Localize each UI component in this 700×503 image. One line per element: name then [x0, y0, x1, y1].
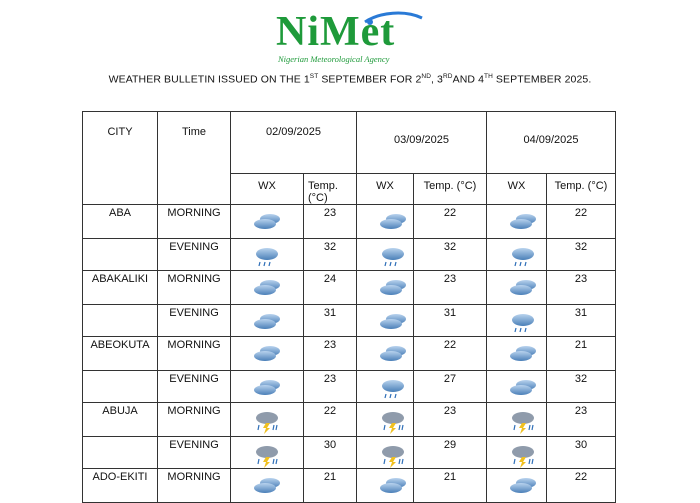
temp-cell: 32	[304, 239, 357, 271]
temp-cell: 23	[547, 403, 616, 437]
wx-cell	[231, 305, 304, 337]
temp-cell: 30	[304, 437, 357, 469]
wx-cell	[487, 239, 547, 271]
city-cell	[83, 239, 158, 271]
wx-cell	[231, 205, 304, 239]
forecast-table	[82, 111, 616, 503]
wx-cell	[231, 437, 304, 469]
logo-subtitle: Nigerian Meteorological Agency	[278, 54, 390, 64]
table-row	[83, 271, 616, 305]
header-wx: WX	[487, 174, 547, 205]
temp-cell: 22	[414, 205, 487, 239]
table-row	[83, 371, 616, 403]
bulletin-title: WEATHER BULLETIN ISSUED ON THE 1ST SEPTEMBER FOR 2ND, 3RDAND 4TH SEPTEMBER 2025.	[108, 73, 592, 86]
table-row	[83, 205, 616, 239]
wx-cell	[487, 205, 547, 239]
time-cell: MORNING	[158, 271, 231, 305]
header-date-1: 02/09/2025	[231, 112, 357, 174]
wx-cell	[231, 403, 304, 437]
wx-cell	[487, 403, 547, 437]
time-cell: MORNING	[158, 403, 231, 437]
header-temp: Temp. (°C)	[547, 174, 616, 205]
temp-cell: 23	[547, 271, 616, 305]
header-date-3: 04/09/2025	[487, 112, 616, 174]
wx-cell	[357, 337, 414, 371]
wx-cell	[487, 271, 547, 305]
time-cell: EVENING	[158, 305, 231, 337]
time-cell: EVENING	[158, 239, 231, 271]
table-row	[83, 469, 616, 503]
temp-cell: 23	[304, 205, 357, 239]
wx-cell	[487, 437, 547, 469]
city-cell	[83, 437, 158, 469]
header-city: CITY	[83, 112, 158, 205]
temp-cell: 21	[414, 469, 487, 503]
city-cell: ABEOKUTA	[83, 337, 158, 371]
time-cell: MORNING	[158, 205, 231, 239]
temp-cell: 23	[414, 403, 487, 437]
temp-cell: 32	[414, 239, 487, 271]
wx-cell	[231, 337, 304, 371]
header-date-2: 03/09/2025	[357, 112, 487, 174]
wx-cell	[231, 469, 304, 503]
wx-cell	[357, 371, 414, 403]
city-cell: ABA	[83, 205, 158, 239]
header-time: Time	[158, 112, 231, 205]
temp-cell: 32	[547, 371, 616, 403]
temp-cell: 22	[414, 337, 487, 371]
table-row	[83, 239, 616, 271]
temp-cell: 23	[304, 371, 357, 403]
table-row	[83, 305, 616, 337]
city-cell	[83, 305, 158, 337]
wx-cell	[357, 205, 414, 239]
wx-cell	[487, 469, 547, 503]
temp-cell: 32	[547, 239, 616, 271]
city-cell: ADO-EKITI	[83, 469, 158, 503]
temp-cell: 22	[304, 403, 357, 437]
temp-cell: 31	[414, 305, 487, 337]
header-temp: Temp. (°C)	[414, 174, 487, 205]
header-temp: Temp. (°C)	[304, 174, 357, 205]
header-wx: WX	[231, 174, 304, 205]
temp-cell: 27	[414, 371, 487, 403]
temp-cell: 23	[414, 271, 487, 305]
temp-cell: 30	[547, 437, 616, 469]
time-cell: MORNING	[158, 337, 231, 371]
city-cell: ABAKALIKI	[83, 271, 158, 305]
city-cell	[83, 371, 158, 403]
wx-cell	[487, 305, 547, 337]
time-cell: EVENING	[158, 371, 231, 403]
temp-cell: 23	[304, 337, 357, 371]
table-row	[83, 403, 616, 437]
temp-cell: 22	[547, 469, 616, 503]
temp-cell: 21	[304, 469, 357, 503]
header-wx: WX	[357, 174, 414, 205]
wx-cell	[357, 437, 414, 469]
wx-cell	[357, 271, 414, 305]
wx-cell	[487, 337, 547, 371]
temp-cell: 31	[547, 305, 616, 337]
wx-cell	[357, 239, 414, 271]
wx-cell	[231, 271, 304, 305]
temp-cell: 21	[547, 337, 616, 371]
nimet-logo	[270, 8, 430, 70]
city-cell: ABUJA	[83, 403, 158, 437]
table-row	[83, 437, 616, 469]
temp-cell: 24	[304, 271, 357, 305]
wx-cell	[357, 469, 414, 503]
time-cell: EVENING	[158, 437, 231, 469]
wx-cell	[357, 305, 414, 337]
temp-cell: 29	[414, 437, 487, 469]
wx-cell	[357, 403, 414, 437]
wx-cell	[487, 371, 547, 403]
logo-wordmark: NiMet	[276, 9, 396, 55]
wx-cell	[231, 239, 304, 271]
wx-cell	[231, 371, 304, 403]
time-cell: MORNING	[158, 469, 231, 503]
table-row	[83, 337, 616, 371]
temp-cell: 22	[547, 205, 616, 239]
temp-cell: 31	[304, 305, 357, 337]
